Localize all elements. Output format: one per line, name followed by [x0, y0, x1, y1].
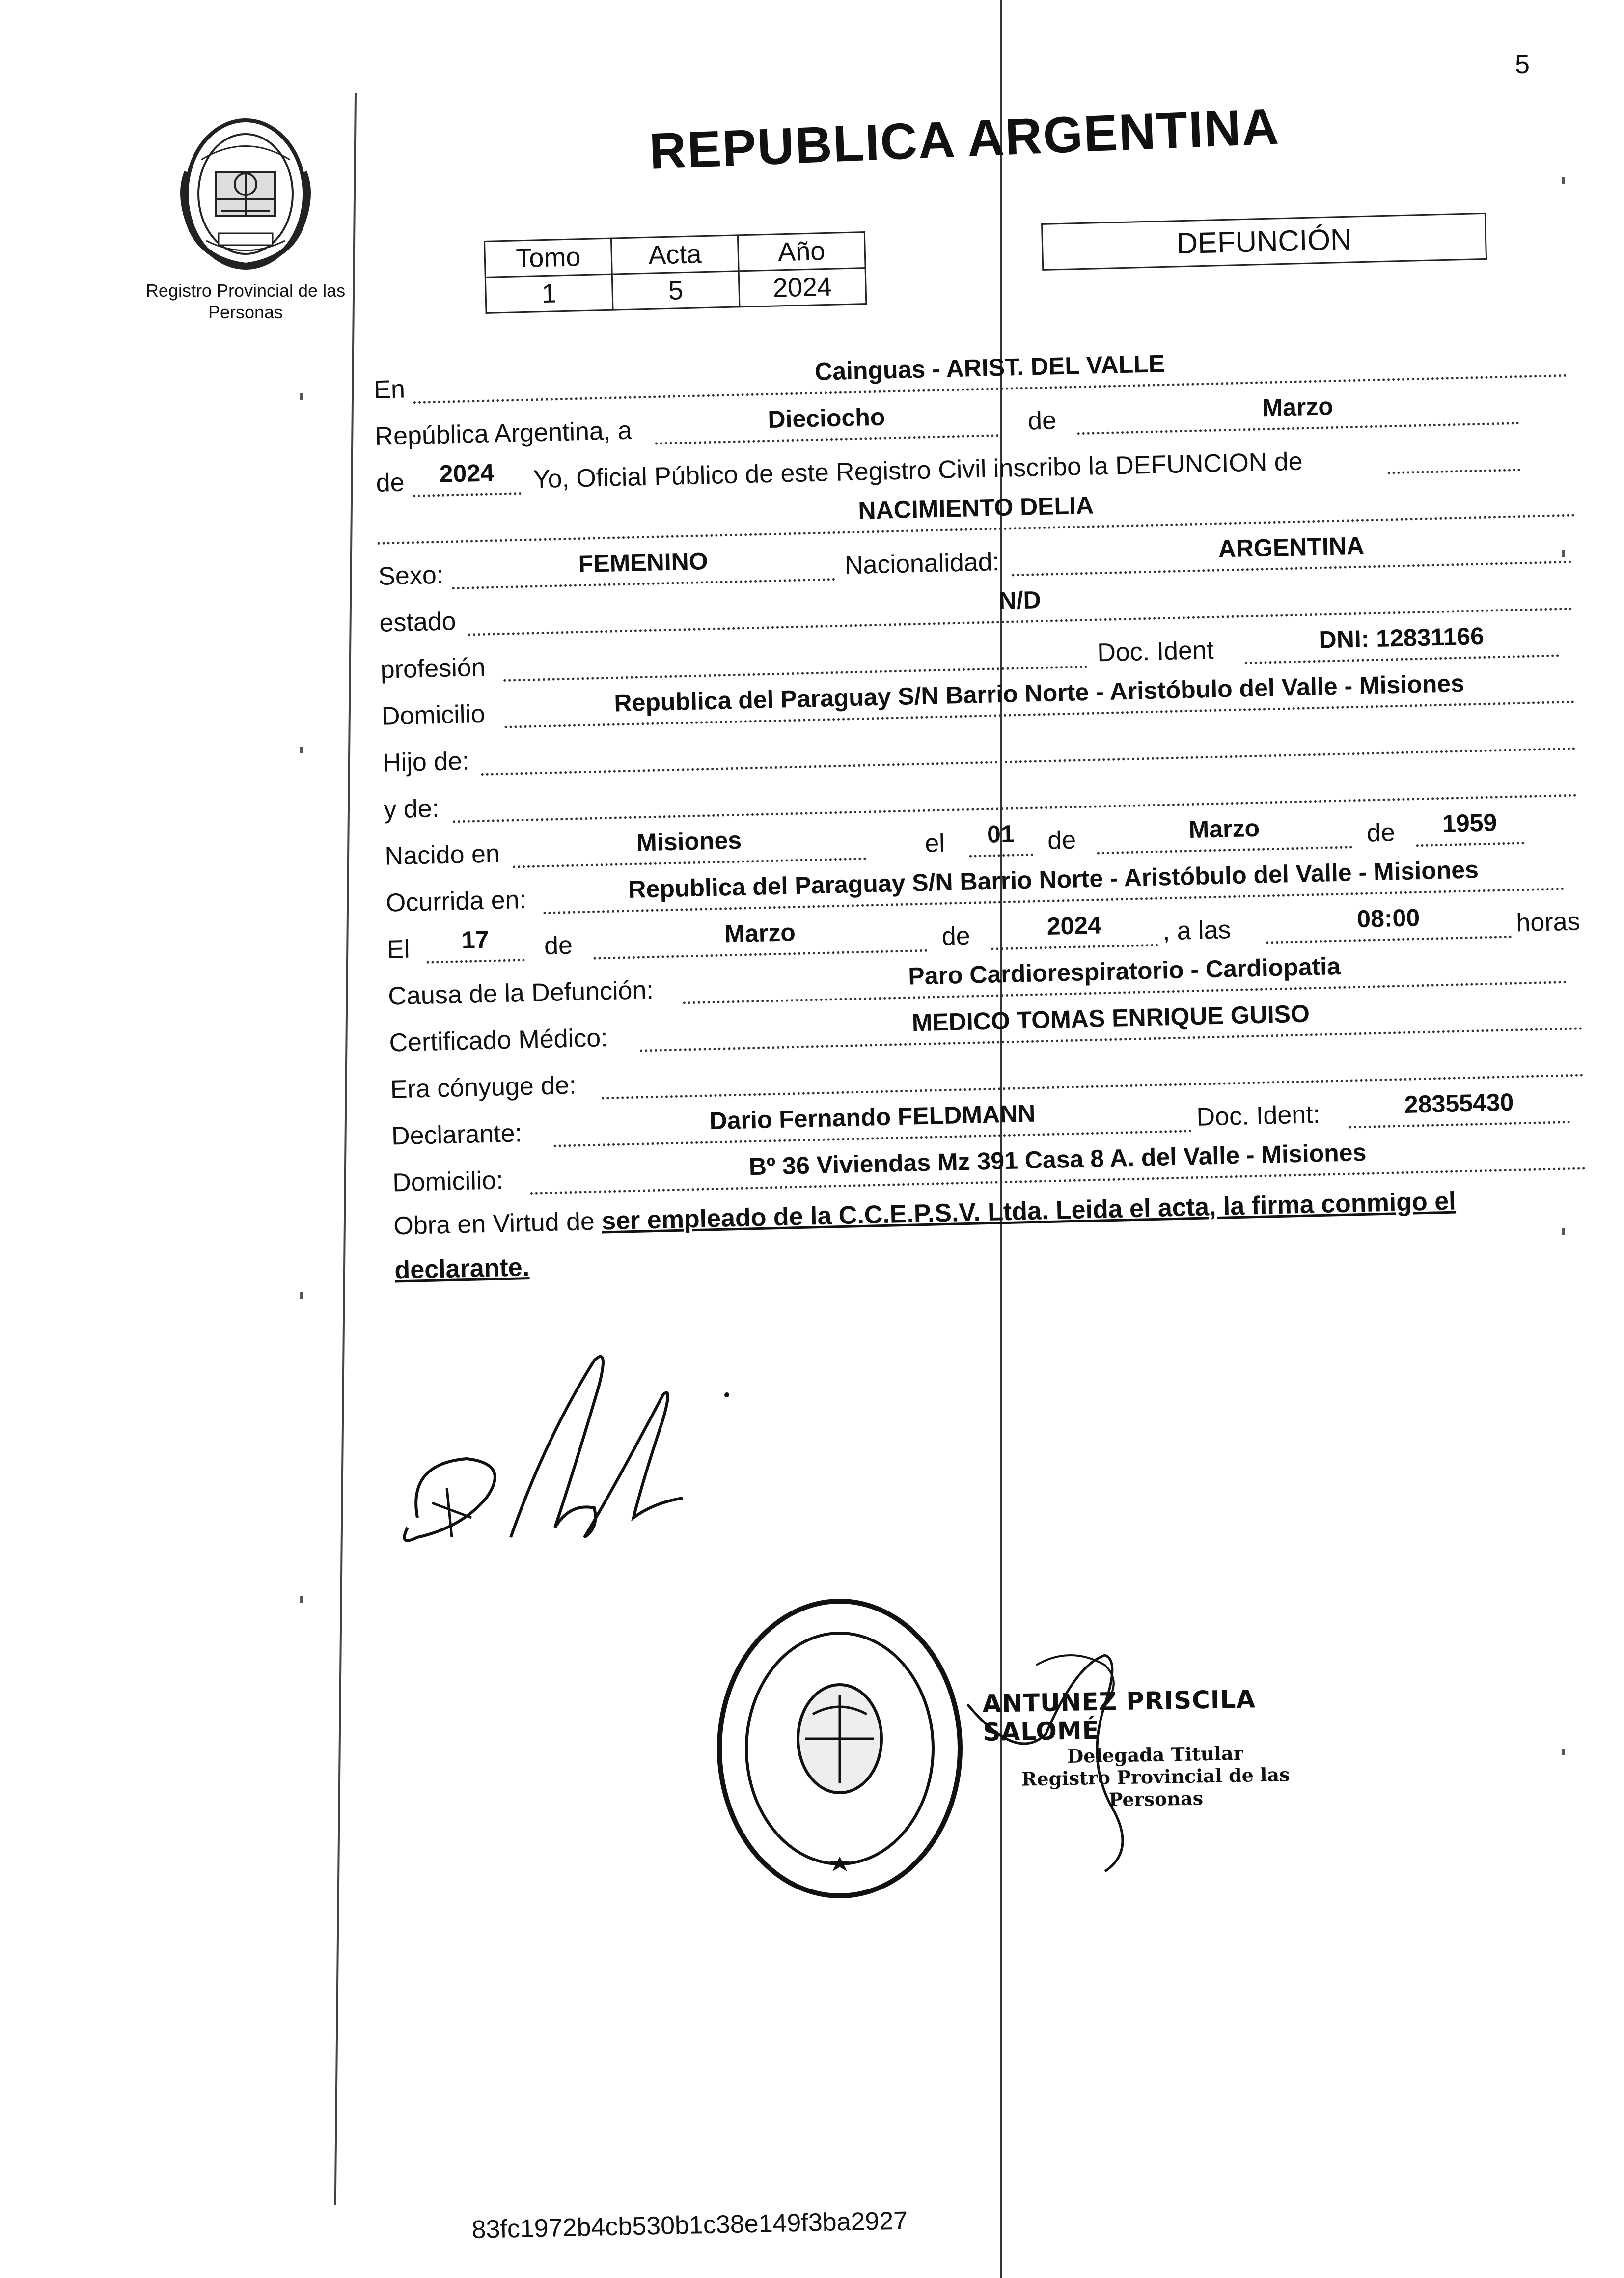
- en-label: En: [373, 375, 406, 404]
- decl-domicilio-label: Domicilio:: [392, 1166, 504, 1197]
- conyuge-label: Era cónyuge de:: [390, 1071, 577, 1104]
- mes-value: Marzo: [1262, 392, 1334, 422]
- hora-value: 08:00: [1356, 904, 1420, 933]
- record-table: [484, 231, 867, 314]
- republica-label: República Argentina, a: [374, 416, 633, 451]
- page-number: 5: [1515, 50, 1530, 79]
- nac-dia-value: 01: [987, 820, 1015, 848]
- officer-office: Registro Provincial de las Personas: [1021, 1763, 1290, 1811]
- declarant-signature: [388, 1341, 751, 1567]
- value-tomo: 1: [485, 274, 613, 313]
- dia-value: Dieciocho: [767, 403, 885, 434]
- nacido-label: Nacido en: [384, 839, 500, 871]
- decl-doc-label: Doc. Ident:: [1196, 1100, 1321, 1132]
- ocurrida-value: Republica del Paraguay S/N Barrio Norte - Aristóbulo del Valle - Misiones: [628, 856, 1479, 904]
- registry-label: Registro Provincial de las Personas: [145, 280, 346, 322]
- a-las-label: , a las: [1162, 916, 1232, 946]
- scan-speck: [1562, 1228, 1565, 1235]
- oficial-text: Yo, Oficial Público de este Registro Civil inscribo la DEFUNCION de: [532, 447, 1303, 494]
- nacionalidad-label: Nacionalidad:: [844, 548, 1000, 580]
- sexo-label: Sexo:: [378, 560, 444, 591]
- nac-de-label-2: de: [1366, 818, 1396, 848]
- def-dia-value: 17: [461, 925, 490, 954]
- page-title: REPUBLICA ARGENTINA: [648, 98, 1281, 180]
- de-label: de: [1027, 406, 1057, 436]
- domicilio-label: Domicilio: [381, 699, 486, 731]
- ocurrida-label: Ocurrida en:: [385, 885, 527, 917]
- province-seal-logo: [172, 113, 319, 275]
- de-label-2: de: [376, 468, 405, 498]
- officer-role: Delegada Titular: [1067, 1742, 1243, 1767]
- doc-ident-label: Doc. Ident: [1097, 636, 1214, 667]
- estado-label: estado: [379, 607, 457, 638]
- value-acta: 5: [612, 271, 740, 310]
- scan-speck: [1562, 1749, 1565, 1755]
- certificado-value: MEDICO TOMAS ENRIQUE GUISO: [911, 1000, 1310, 1037]
- horas-label: horas: [1515, 907, 1581, 938]
- causa-value: Paro Cardiorespiratorio - Cardiopatia: [908, 952, 1341, 990]
- decl-doc-value: 28355430: [1404, 1088, 1514, 1118]
- delegation-seal: [707, 1591, 972, 1906]
- estado-value: N/D: [998, 586, 1042, 615]
- document-hash: 83fc1972b4cb530b1c38e149f3ba2927: [471, 2206, 908, 2244]
- declarante-label: Declarante:: [391, 1119, 523, 1151]
- header-acta: Acta: [611, 235, 739, 274]
- certificado-label: Certificado Médico:: [388, 1024, 608, 1057]
- profesion-label: profesión: [380, 653, 486, 684]
- declarante-value: Dario Fernando FELDMANN: [709, 1099, 1036, 1135]
- hijo-label: Hijo de:: [382, 747, 470, 778]
- header-tomo: Tomo: [485, 238, 612, 277]
- doc-ident-value: DNI: 12831166: [1318, 622, 1485, 654]
- officer-stamp: [982, 1684, 1328, 1813]
- scan-speck: [300, 1596, 303, 1603]
- def-anio-value: 2024: [1046, 911, 1102, 940]
- margin-line: [334, 93, 357, 2205]
- nac-mes-value: Marzo: [1188, 814, 1260, 844]
- y-de-label: y de:: [383, 794, 440, 824]
- sexo-value: FEMENINO: [578, 547, 709, 578]
- nac-de-label: de: [1047, 826, 1076, 855]
- nacido-value: Misiones: [636, 826, 742, 857]
- def-de-label-2: de: [941, 921, 971, 951]
- obra-value: ser empleado de la C.C.E.P.S.V. Ltda. Leida el acta, la firma conmigo el declarante.: [394, 1187, 1457, 1285]
- scan-speck: [1562, 550, 1565, 557]
- scan-speck: [1562, 177, 1565, 184]
- anio-value: 2024: [439, 459, 495, 488]
- scan-speck: [300, 393, 303, 400]
- header-anio: Año: [738, 232, 865, 271]
- nombre-value: NACIMIENTO DELIA: [857, 491, 1094, 525]
- el-label: el: [924, 829, 945, 858]
- scan-speck: [300, 1292, 303, 1299]
- def-de-label: de: [544, 931, 573, 961]
- nac-anio-value: 1959: [1442, 808, 1497, 837]
- value-anio: 2024: [739, 268, 866, 307]
- officer-name: ANTUNEZ PRISCILA SALOMÉ: [982, 1685, 1256, 1747]
- domicilio-value: Republica del Paraguay S/N Barrio Norte - Aristóbulo del Valle - Misiones: [613, 669, 1465, 717]
- obra-label: Obra en Virtud de: [393, 1207, 595, 1241]
- el2-label: El: [386, 935, 411, 964]
- def-mes-value: Marzo: [724, 918, 796, 948]
- nacionalidad-value: ARGENTINA: [1218, 531, 1365, 563]
- en-value: Cainguas - ARIST. DEL VALLE: [814, 350, 1165, 386]
- scan-speck: [300, 747, 303, 753]
- form-body: [373, 335, 1596, 1395]
- record-type-box: DEFUNCIÓN: [1041, 213, 1487, 271]
- causa-label: Causa de la Defunción:: [387, 975, 654, 1011]
- decl-domicilio-value: Bº 36 Viviendas Mz 391 Casa 8 A. del Valle - Misiones: [748, 1138, 1367, 1181]
